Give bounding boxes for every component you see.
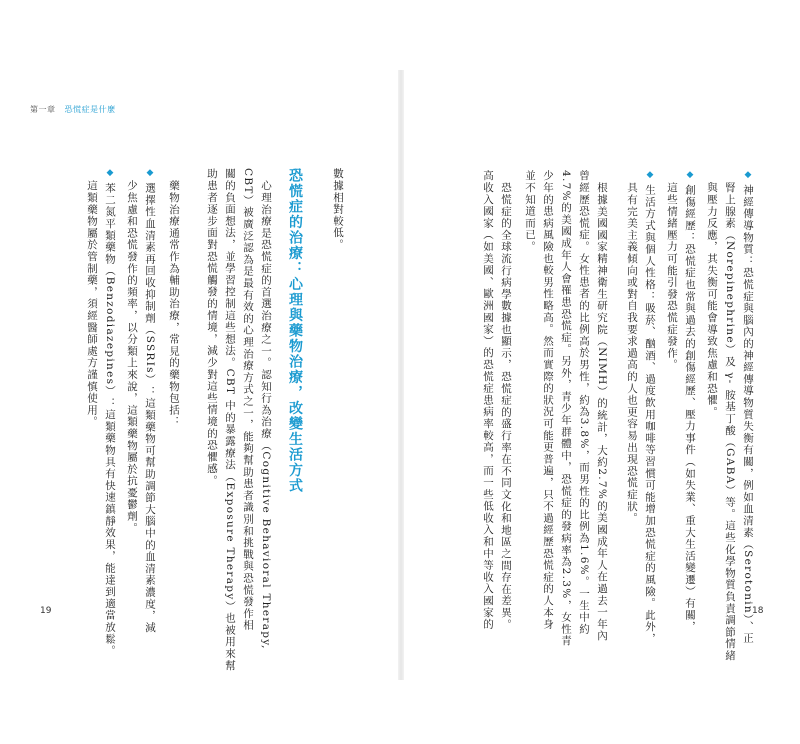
right-col-3: 與壓力反應，其失衡可能會導致焦慮和恐懼。: [706, 182, 718, 418]
right-col-14: 高收入國家（如美國、歐洲國家）的恐慌症患病率較高，而一些低收入和中等收入國家的: [482, 170, 494, 631]
left-col-4: 助患者逐步面對恐慌觸發的情境，減少對這些情境的恐懼感。: [206, 168, 218, 487]
right-col-7: 具有完美主義傾向或對自我要求過高的人也更容易出現恐慌症狀。: [626, 182, 638, 525]
left-col-1: 心理治療是恐慌症的首選治療之一。認知行為治療（Cognitive Behavioral Therapy,: [260, 180, 272, 650]
section-heading: 恐慌症的治療：心理與藥物治療，改變生活方式: [287, 168, 303, 494]
running-head: [30, 104, 116, 115]
left-col-2: CBT）被廣泛認為是最有效的心理治療方式之一，能夠幫助患者識別和挑戰與恐慌發作相: [242, 168, 254, 632]
left-page-lead: 數據相對較低。: [332, 168, 344, 251]
right-col-13: 恐慌症的全球流行病學數據也顯示，恐慌症的盛行率在不同文化和地區之間存在差異。: [500, 182, 512, 631]
right-bullet-neurotransmitter: ◆ 神經傳導物質：恐慌症與腦內的神經傳導物質失衡有關，例如血清素（Serotonin）、正: [740, 170, 756, 644]
chapter-label: 第一章: [30, 105, 56, 114]
right-col-5: 這些情緒壓力可能引發恐慌症發作。: [666, 182, 678, 371]
right-bullet-trauma: ◆ 創傷經歷：恐慌症也常與過去的創傷經歷、壓力事件（如失業、重大生活變遷）有關，: [682, 170, 698, 633]
right-col-9: 曾經歷恐慌症。女性患者的比例高於男性，約為3.8%，而男性的比例為1.6%。一生中約: [578, 170, 590, 635]
right-col-10: 4.7%的美國成年人會罹患恐慌症。另外，青少年群體中，恐慌症的發病率為2.3%，女性青: [560, 170, 572, 647]
left-bullet-ssri: ◆ 選擇性血清素再回收抑制劑（SSRIs）：這類藥物可幫助調節大腦中的血清素濃度，減: [142, 168, 158, 633]
left-col-3: 關的負面想法，並學習控制這些想法。CBT 中的暴露療法（Exposure Therapy）也被用來幫: [224, 168, 236, 672]
right-bullet-lifestyle: ◆ 生活方式與個人性格：吸菸、酗酒、過度飲用咖啡等習慣可能增加恐慌症的風險。此外，: [642, 170, 658, 645]
left-col-9: 這類藥物屬於管制藥，須經醫師處方謹慎使用。: [86, 180, 98, 428]
right-col-8: 根據美國國家精神衛生研究院（NIMH）的統計，大約2.7%的美國成年人在過去一年內: [596, 182, 608, 642]
page-number-left: 19: [40, 606, 52, 616]
chapter-title: 恐慌症是什麼: [64, 105, 116, 114]
left-col-5: 藥物治療通常作為輔助治療，常見的藥物包括：: [168, 180, 180, 428]
right-col-2: 腎上腺素（Norepinephrine）及 γ- 胺基丁酸（GABA）等。這些化學物質負責調節情緒: [724, 182, 736, 662]
page-number-right: 18: [752, 606, 764, 616]
right-col-11: 少年的患病風險也較男性略高。然而實際的狀況可能更普遍，只不過經歷恐慌症的人本身: [542, 170, 554, 631]
left-col-7: 少焦慮和恐慌發作的頻率，以分類上來說，這類藥物屬於抗憂鬱劑。: [126, 180, 138, 534]
left-bullet-benzo: ◆ 苯二氮平類藥物（Benzodiazepines）：這類藥物具有快速鎮靜效果，能達到適當放鬆。: [102, 168, 118, 657]
page-gutter: [398, 70, 404, 680]
right-col-12: 並不知道而已。: [524, 170, 536, 253]
